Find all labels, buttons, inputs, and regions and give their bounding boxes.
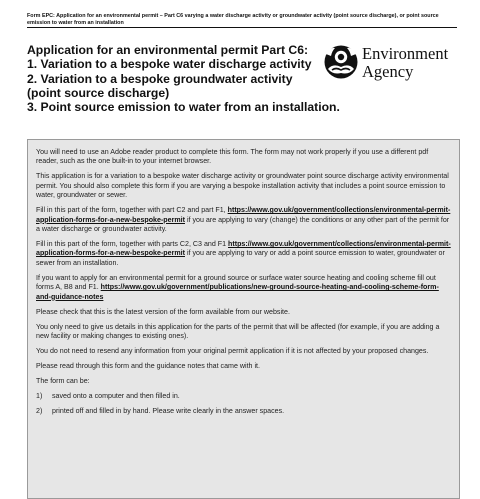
list-number: 1): [36, 392, 43, 401]
environment-agency-logo: [322, 42, 462, 86]
paragraph: Please check that this is the latest version of the form available from our website.: [36, 307, 290, 316]
paragraph-text: Fill in this part of the form, together with part C2 and part F1,: [36, 206, 228, 215]
title-line: 2. Variation to a bespoke groundwater activity: [27, 71, 293, 86]
title-line: (point source discharge): [27, 85, 170, 100]
page-title: [27, 43, 347, 114]
paragraph: [36, 240, 451, 268]
paragraph: Please read through this form and the guidance notes that came with it.: [36, 362, 260, 371]
paragraph: You do not need to resend any information from your original permit application if it is not affected by your proposed changes.: [36, 347, 429, 356]
forms-collection-link[interactable]: https://www.gov.uk/government/collections/environmental-permit-application-forms-for-a-new-bespoke-permit: [36, 206, 451, 224]
paragraph: You will need to use an Adobe reader product to complete this form. The form may not work properly if you use a different pdf reader, such as the one built-in to your internet browser.: [36, 148, 429, 166]
paragraph-text: If you want to apply for an environmental permit for a ground source or surface water source heating and cooling scheme fill out forms A, B8 and F1.: [36, 273, 436, 292]
list-item: [36, 407, 451, 416]
list-text: printed off and filled in by hand. Please write clearly in the answer spaces.: [52, 407, 285, 416]
title-line: 3. Point source emission to water from an installation.: [27, 100, 340, 115]
list-item: [36, 392, 451, 401]
title-line: Application for an environmental permit Part C6:: [27, 43, 309, 57]
title-line: 1. Variation to a bespoke water discharge activity: [27, 57, 312, 72]
paragraph: You only need to give us details in this application for the parts of the permit that will be affected (for example, if you are adding a new facility or making changes to existing ones).: [36, 322, 440, 341]
instructions-box: [27, 139, 460, 499]
paragraph-text: Fill in this part of the form, together with parts C2, C3 and F1: [36, 240, 229, 249]
paragraph: [36, 274, 451, 302]
paragraph-text: if you are applying to vary (change) the conditions or any other part of the permit for a water discharge or groundwater activity.: [36, 215, 450, 234]
logo-wordmark: [362, 45, 448, 81]
list-text: saved onto a computer and then filled in.: [52, 392, 180, 401]
paragraph-text: if you are applying to vary or add a point source emission to water, groundwater or sewer from an installation.: [36, 249, 445, 267]
running-header: Form EPC: Application for an environmental permit – Part C6 varying a water discharge activity or groundwater activity (point source discharge), or point source emission to water from an installation: [27, 13, 457, 28]
forms-collection-link[interactable]: https://www.gov.uk/government/collections/environmental-permit-application-forms-for-a-new-bespoke-permit: [36, 240, 451, 258]
heating-cooling-guidance-link[interactable]: https://www.gov.uk/government/publications/new-ground-source-heating-and-cooling-scheme-form-and-guidance-notes: [36, 283, 439, 301]
paragraph: The form can be:: [36, 377, 90, 386]
logo-line: Agency: [362, 62, 414, 81]
list-number: 2): [36, 407, 43, 416]
logo-line: Environment: [362, 44, 449, 63]
paragraph: This application is for a variation to a bespoke water discharge activity or groundwater point source discharge activity environmental permit. You should also complete this form if you are varying a bespoke installation activity that includes a point source emission to water, groundwater or sewer.: [36, 172, 449, 200]
paragraph: [36, 206, 451, 234]
environment-agency-emblem-icon: [322, 42, 360, 84]
